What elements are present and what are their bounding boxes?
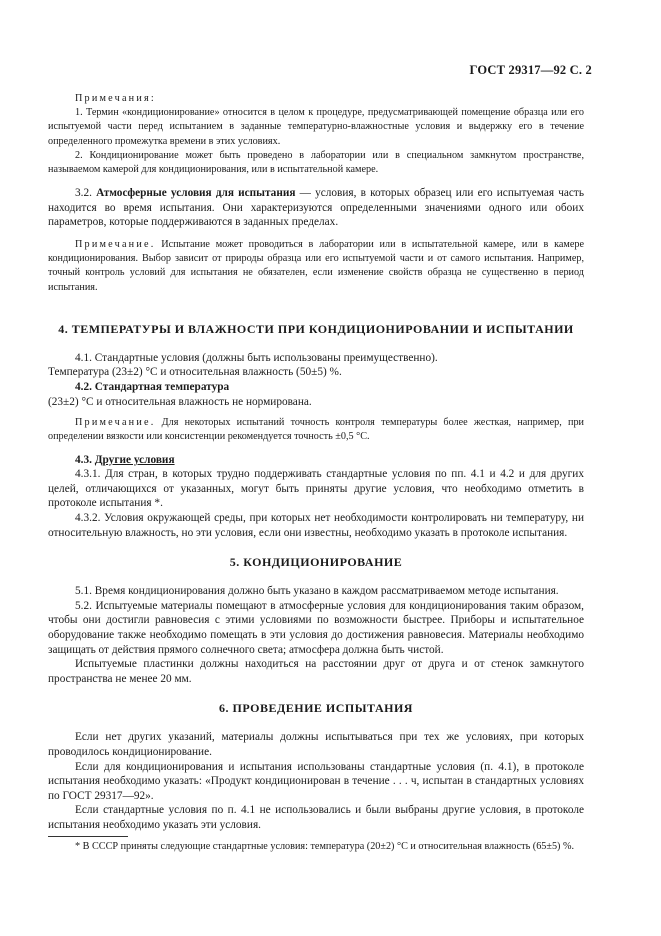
clause-4-3-1: 4.3.1. Для стран, в которых трудно поддерживать стандартные условия по пп. 4.1 и 4.2 и для других целей, отличающихся от указанных, могут быть приняты другие условия, что необходимо отметить в протоколе испытания *. bbox=[48, 468, 584, 510]
note-item-1: 1. Термин «кондиционирование» относится в целом к процедуре, предусматривающей помещение образца или его испытуемой части перед испытанием в заданные температурно-влажностные условия и выдержку его в течение определенного промежутка времени в этих условиях. bbox=[48, 107, 584, 147]
clause-3-2-title: Атмосферные условия для испытания bbox=[96, 187, 296, 200]
note-3-2-label: Примечание. bbox=[75, 239, 156, 250]
section-5-title: 5. КОНДИЦИОНИРОВАНИЕ bbox=[229, 555, 403, 570]
clause-5-3: Испытуемые пластинки должны находиться на расстоянии друг от друга и от стенок замкнутого пространства не менее 20 мм. bbox=[48, 658, 584, 685]
page-body bbox=[48, 92, 584, 855]
clause-5-1: 5.1. Время кондиционирования должно быть указано в каждом рассматриваемом методе испытания. bbox=[75, 585, 559, 598]
clause-3-2-number: 3.2. bbox=[75, 187, 92, 200]
clause-3-2-text: — условия, в которых образец или его испытуемая часть находится во время испытания. Они характеризуются определенными значениями одного или обоих параметров, которые поддерживаются в заданных пределах. bbox=[48, 187, 584, 229]
clause-4-2-title: 4.2. Стандартная температура bbox=[75, 381, 230, 393]
note-4-2-text: Для некоторых испытаний точность контроля температуры более жесткая, например, при определении вязкости или консистенции рекомендуется точность ±0,5 °С. bbox=[48, 417, 584, 443]
notes-heading: Примечания: bbox=[75, 93, 156, 104]
footnote-divider bbox=[48, 836, 128, 837]
note-3-2-text: Испытание может проводиться в лаборатории или в испытательной камере, или в камере кондиционирования. Выбор зависит от природы образца или его испытуемой части и от самого испытания. Например, точный контроль условий для испытания не обязателен, если изменение свойств образца не существенно в период испытания. bbox=[48, 239, 584, 293]
clause-4-2-text: (23±2) °С и относительная влажность не нормирована. bbox=[48, 395, 312, 408]
note-3-2 bbox=[48, 238, 584, 295]
clause-3-2 bbox=[48, 186, 584, 230]
section-6-title: 6. ПРОВЕДЕНИЕ ИСПЫТАНИЯ bbox=[219, 701, 413, 716]
section-4-title: 4. ТЕМПЕРАТУРЫ И ВЛАЖНОСТИ ПРИ КОНДИЦИОНИРОВАНИИ И ИСПЫТАНИИ bbox=[58, 321, 574, 336]
note-item-2: 2. Кондиционирование может быть проведено в лаборатории или в специальном замкнутом пространстве, называемом камерой для кондиционирования, или в испытательной камере. bbox=[48, 149, 584, 176]
clause-4-3-title bbox=[75, 453, 584, 468]
clause-4-1-values: Температура (23±2) °С и относительная влажность (50±5) %. bbox=[48, 366, 342, 379]
clause-5-2: 5.2. Испытуемые материалы помещают в атмосферные условия для кондиционирования таким образом, чтобы они достигли равновесия с этими условиями по возможности быстрее. Приборы и испытательное оборудование также необходимо помещать в эти условия до достижения равновесия. Материалы необходимо защищать от действия прямого солнечного света; атмосфера должна быть чистой. bbox=[48, 599, 584, 656]
footnote: * В СССР приняты следующие стандартные условия: температура (20±2) °С и относительная влажность (65±5) %. bbox=[75, 841, 575, 853]
clause-4-3-number: 4.3. bbox=[75, 453, 95, 466]
section-6-para-2: Если для кондиционирования и испытания использованы стандартные условия (п. 4.1), в протоколе испытания необходимо указать: «Продукт кондиционирован в течение . . . ч, испытан в стандартных условиях по ГОСТ 29317—92». bbox=[48, 760, 584, 802]
clause-4-3-2: 4.3.2. Условия окружающей среды, при которых нет необходимости контролировать ни температуру, ни относительную влажность, но эти условия, если они известны, необходимо указать в протоколе испытания. bbox=[48, 511, 584, 539]
clause-4-1: 4.1. Стандартные условия (должны быть использованы преимущественно). bbox=[75, 351, 438, 364]
section-6-para-3: Если стандартные условия по п. 4.1 не использовались и были выбраны другие условия, в протоколе испытания необходимо указать эти условия. bbox=[48, 804, 584, 831]
section-6-para-1: Если нет других указаний, материалы должны испытываться при тех же условиях, при которых проводилось кондиционирование. bbox=[48, 731, 584, 758]
clause-4-3-label: Другие условия bbox=[94, 453, 175, 466]
note-4-2-label: Примечание. bbox=[75, 417, 156, 429]
note-4-2 bbox=[48, 416, 584, 444]
page-header: ГОСТ 29317—92 С. 2 bbox=[469, 63, 592, 77]
